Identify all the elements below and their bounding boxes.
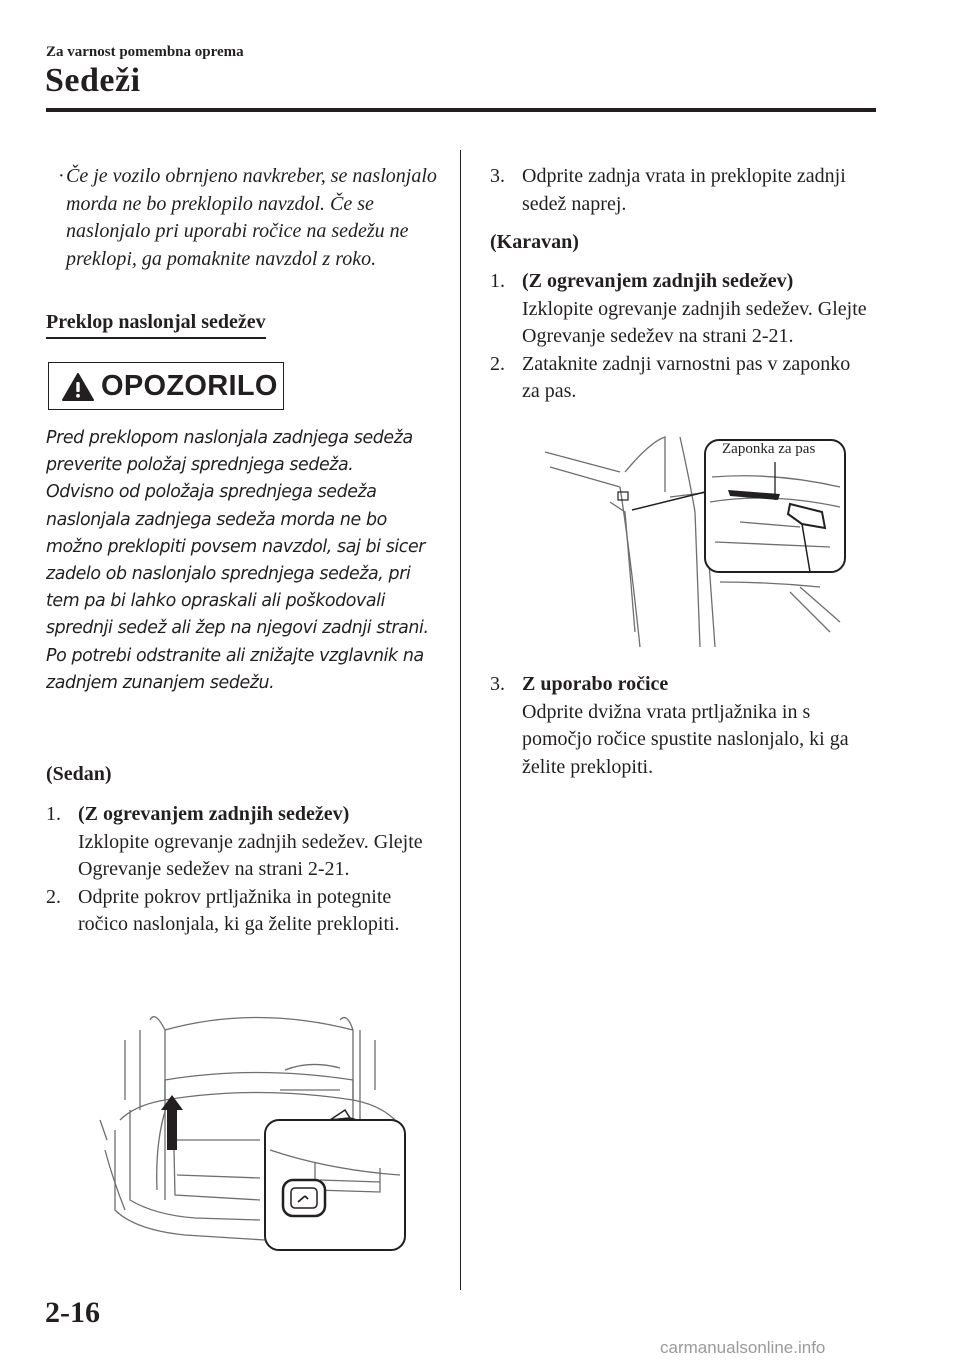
sedan-heading: (Sedan) [46,763,112,785]
warning-label: OPOZORILO [101,370,278,402]
step-item [490,351,870,406]
step-text: Zataknite zadnji varnostni pas v zaponko za pas. [522,352,851,402]
step-item [490,163,870,218]
column-divider [460,150,461,1290]
karavan-step3 [490,671,870,781]
sedan-step3 [490,163,870,218]
title-rule [46,108,876,112]
warning-paragraph: Pred preklopom naslonjala zadnjega sedeža preverite položaj sprednjega sedeža. [46,428,413,476]
step-number: 2. [46,885,61,908]
step-item [490,671,870,781]
warning-paragraph: Odvisno od položaja sprednjega sedeža naslonjala zadnjega sedeža morda ne bo možno preklopiti povsem navzdol, saj bi sicer zadelo ob naslonjalo sprednjega sedeža, pri tem pa bi lahko opraskali ali poškodovali sprednji sedež ali žep na njegovi zadnji strani. Po potrebi odstranite ali znižajte vzglavnik na zadnjem zunanjem sedežu. [46,482,429,693]
sedan-steps [46,801,446,939]
section-label: Za varnost pomembna oprema [46,44,244,60]
step-number: 2. [490,352,505,375]
bullet-icon: · [58,165,65,187]
watermark: carmanualsonline.info [660,1338,826,1357]
step-number: 1. [46,803,61,825]
page-number: 2-16 [45,1296,100,1329]
note-bullet [48,163,443,273]
warning-box [48,362,284,410]
step-text: Odprite zadnja vrata in preklopite zadnji sedež naprej. [522,165,846,215]
step-number: 1. [490,270,505,292]
step-condition: (Z ogrevanjem zadnjih sedežev) [522,270,794,292]
step-text: Odprite dvižna vrata prtljažnika in s pomočjo ročice spustite naslonjalo, ki ga želite preklopiti. [522,700,849,778]
step-number: 3. [490,673,505,695]
step-item [490,268,870,351]
page-title: Sedeži [45,62,141,99]
subheading: Preklop naslonjal sedežev [46,309,266,339]
step-condition: Z uporabo ročice [522,673,669,695]
karavan-steps [490,268,870,406]
callout-label: Zaponka za pas [722,441,816,457]
step-item [46,884,446,939]
buckle-illustration [540,432,860,657]
step-number: 3. [490,165,505,187]
step-text: Odprite pokrov prtljažnika in potegnite ročico naslonjala, ki ga želite preklopiti. [78,885,400,935]
step-text: Izklopite ogrevanje zadnjih sedežev. Glejte Ogrevanje sedežev na strani 2-21. [78,830,423,880]
step-text: Izklopite ogrevanje zadnjih sedežev. Glejte Ogrevanje sedežev na strani 2-21. [522,297,867,347]
karavan-heading: (Karavan) [490,231,579,253]
warning-text [46,425,446,697]
step-condition: (Z ogrevanjem zadnjih sedežev) [78,803,350,825]
note-text: Če je vozilo obrnjeno navkreber, se naslonjalo morda ne bo preklopilo navzdol. Če se naslonjalo pri uporabi ročice na sedežu ne preklopi, ga pomaknite navzdol z roko. [66,165,437,270]
warning-triangle-icon [61,372,95,402]
trunk-illustration [95,1010,415,1255]
step-item [46,801,446,884]
